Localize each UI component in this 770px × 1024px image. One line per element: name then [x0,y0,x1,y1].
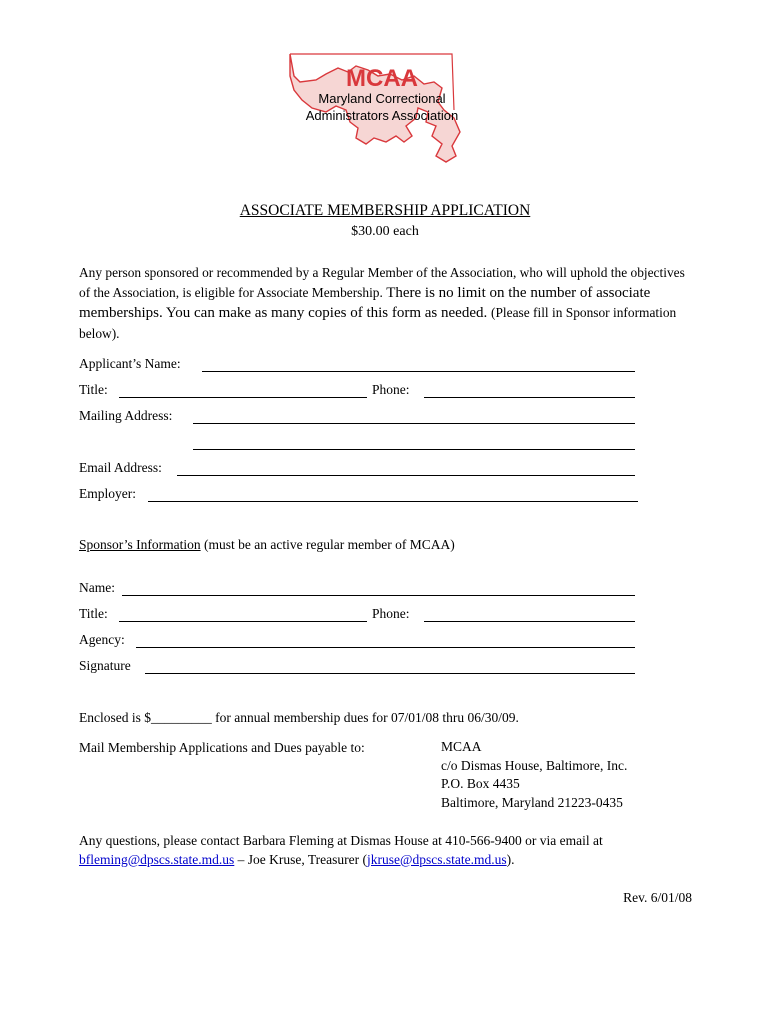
applicant-email-field[interactable] [177,475,635,476]
contact-end: ). [506,851,515,867]
enclosed-amount-field[interactable]: _________ [151,710,212,725]
mail-address-line: c/o Dismas House, Baltimore, Inc. [441,757,628,773]
sponsor-name-field[interactable] [122,595,635,596]
email-link-bfleming[interactable]: bfleming@dpscs.state.md.us [79,851,235,867]
applicant-name-label: Applicant’s Name: [79,356,181,371]
contact-mid: – Joe Kruse, Treasurer ( [234,851,368,867]
sponsor-agency-label: Agency: [79,632,125,647]
sponsor-title-label: Title: [79,606,108,621]
sponsor-name-label: Name: [79,580,115,595]
membership-price: $30.00 each [351,224,419,239]
applicant-address-field-2[interactable] [193,449,635,450]
sponsor-agency-field[interactable] [136,647,635,648]
applicant-employer-label: Employer: [79,486,136,501]
intro-text-3: (Please fill in Sponsor information below). [79,305,677,341]
mail-address-line: MCAA [441,739,482,754]
revision-date: Rev. 6/01/08 [623,890,692,905]
sponsor-signature-field[interactable] [145,673,635,674]
applicant-title-label: Title: [79,382,108,397]
sponsor-phone-field[interactable] [424,621,635,622]
applicant-email-label: Email Address: [79,460,162,475]
applicant-phone-field[interactable] [424,397,635,398]
applicant-phone-label: Phone: [372,382,410,397]
mail-address-line: P.O. Box 4435 [441,776,520,791]
sponsor-phone-label: Phone: [372,606,410,621]
contact-line-1: Any questions, please contact Barbara Fleming at Dismas House at 410-566-9400 or via email at [79,833,603,848]
form-title: ASSOCIATE MEMBERSHIP APPLICATION [239,202,531,219]
mail-label: Mail Membership Applications and Dues payable to: [79,740,365,755]
intro-text-2: There is no limit on the number of associate memberships. You can make as many copies of this form as needed. [79,284,651,321]
contact-line-2 [79,851,603,870]
enclosed-line [79,710,519,726]
enclosed-prefix: Enclosed is $ [79,710,151,725]
mcaa-logo [286,46,482,170]
sponsor-title-field[interactable] [119,621,367,622]
mail-address-line: Baltimore, Maryland 21223-0435 [441,794,623,810]
email-link-jkruse[interactable]: jkruse@dpscs.state.md.us [367,851,507,867]
sponsor-section-heading [79,537,455,553]
applicant-address-label: Mailing Address: [79,408,173,423]
contact-info [79,832,603,869]
intro-paragraph [79,263,699,343]
sponsor-signature-label: Signature [79,658,131,673]
applicant-name-field[interactable] [202,371,635,372]
logo-abbr: MCAA [346,65,418,92]
sponsor-note: (must be an active regular member of MCAA) [200,537,455,552]
applicant-title-field[interactable] [119,397,367,398]
logo-line2: Administrators Association [305,108,459,123]
applicant-address-field-1[interactable] [193,423,635,424]
logo-line1: Maryland Correctional [318,91,446,106]
enclosed-suffix: for annual membership dues for 07/01/08 thru 06/30/09. [211,710,519,725]
maryland-map-icon [286,46,482,170]
sponsor-heading-text: Sponsor’s Information [79,537,201,552]
mail-address [441,738,627,812]
applicant-employer-field[interactable] [148,501,638,502]
intro-text-1: Any person sponsored or recommended by a Regular Member of the Association, who will uphold the objectives of the Association, is eligible for Associate Membership. [79,265,685,300]
